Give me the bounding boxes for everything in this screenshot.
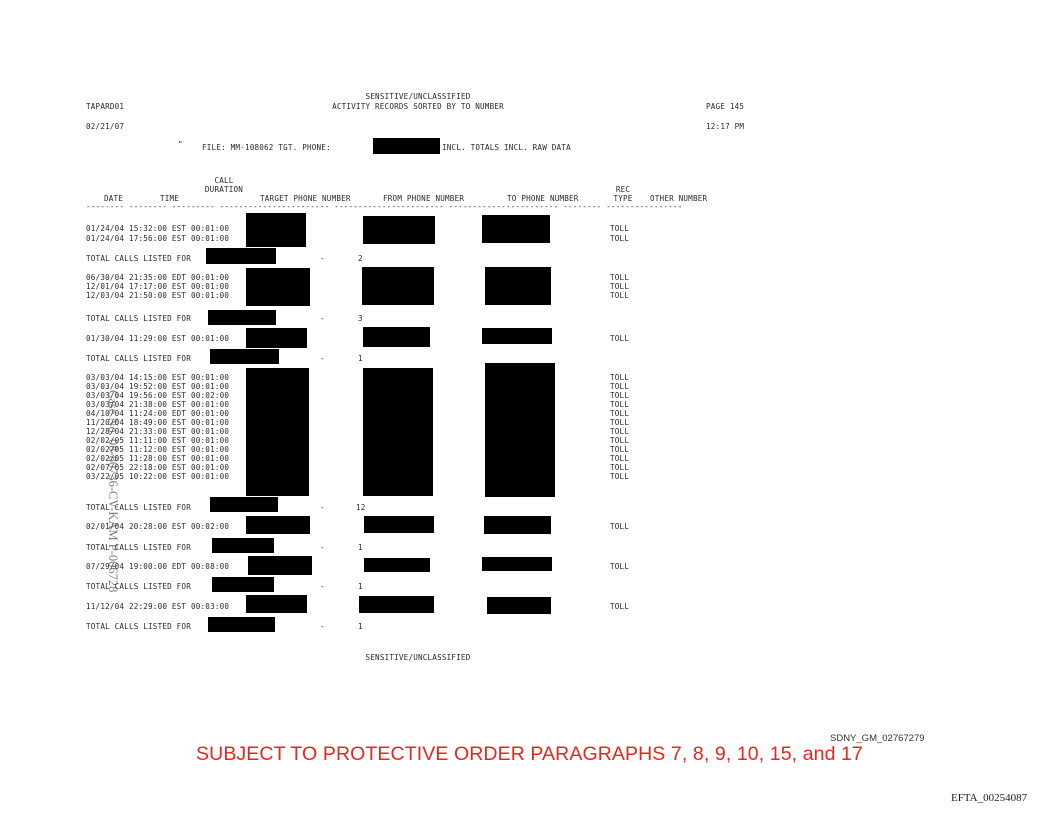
rec-type: TOLL [610,334,630,343]
total-count: 1 [358,543,363,552]
total-dash: - [320,354,325,363]
total-label: TOTAL CALLS LISTED FOR [86,543,191,552]
total-dash: - [320,622,325,631]
call-row: 03/22/05 10:22:00 EST 00:01:00 [86,472,230,481]
redaction-to [482,215,550,243]
redaction-to [485,267,551,305]
rec-type: TOLL [610,445,630,454]
redaction-target [246,368,309,496]
call-row: 03/03/04 19:56:00 EST 00:02:00 [86,391,230,400]
total-label: TOTAL CALLS LISTED FOR [86,582,191,591]
total-label: TOTAL CALLS LISTED FOR [86,503,191,512]
total-dash: - [320,503,325,512]
redaction-from [364,558,430,572]
redaction-from [359,596,434,613]
call-row: 11/12/04 22:29:00 EST 00:03:00 [86,602,230,611]
total-count: 12 [356,503,366,512]
redaction-total [210,349,279,364]
total-dash: - [320,543,325,552]
redaction-to [485,363,555,497]
report-date: 02/21/07 [86,122,125,131]
redaction-from [363,327,430,347]
total-dash: - [320,314,325,323]
page-number: PAGE 145 [706,102,745,111]
total-label: TOTAL CALLS LISTED FOR [86,354,191,363]
total-count: 1 [358,582,363,591]
rec-type: TOLL [610,472,630,481]
total-label: TOTAL CALLS LISTED FOR [86,314,191,323]
rec-type: TOLL [610,409,630,418]
call-row: 07/29/04 19:00:00 EDT 00:08:00 [86,562,230,571]
total-dash: - [320,582,325,591]
rec-type: TOLL [610,373,630,382]
call-row: 02/02/05 11:12:00 EST 00:01:00 [86,445,230,454]
col-target: TARGET PHONE NUMBER [260,194,351,203]
rec-type: TOLL [610,273,630,282]
rec-type: TOLL [610,291,630,300]
call-row: 01/30/04 11:29:00 EST 00:01:00 [86,334,230,343]
report-id: TAPARD01 [86,102,125,111]
col-type: TYPE [613,194,633,203]
rec-type: TOLL [610,418,630,427]
file-line-prefix: FILE: MM-108062 TGT. PHONE: [202,143,331,152]
call-row: 04/10/04 11:24:00 EDT 00:01:00 [86,409,230,418]
rec-type: TOLL [610,602,630,611]
redaction-to [482,328,552,344]
header-dashes: -------- -------- --------- ----------------------- ----------------------- ----------------------- -------- ---------------- [86,202,683,211]
call-row: 11/20/04 18:49:00 EST 00:01:00 [86,418,230,427]
redaction-to [484,516,551,534]
bates-stamp [98,390,128,690]
col-from: FROM PHONE NUMBER [383,194,465,203]
redaction-total [212,538,274,553]
file-line-suffix: INCL. TOTALS INCL. RAW DATA [442,143,571,152]
header-classification: SENSITIVE/UNCLASSIFIED [365,92,471,101]
redaction-target [246,328,307,348]
rec-type: TOLL [610,400,630,409]
col-rec: REC [615,185,631,194]
call-row: 02/02/05 11:11:00 EST 00:01:00 [86,436,230,445]
redaction-total [210,497,278,512]
total-dash: - [320,254,325,263]
rec-type: TOLL [610,282,630,291]
col-call: CALL [214,176,234,185]
rec-type: TOLL [610,522,630,531]
redaction-from [363,368,433,496]
rec-type: TOLL [610,234,630,243]
rec-type: TOLL [610,436,630,445]
col-date: DATE [104,194,124,203]
rec-type: TOLL [610,391,630,400]
redaction-target [246,213,306,247]
redaction-total [206,248,276,264]
total-count: 3 [358,314,363,323]
call-row: 01/24/04 17:56:00 EST 00:01:00 [86,234,230,243]
call-row: 02/07/05 22:18:00 EST 00:01:00 [86,463,230,472]
redaction-target [248,556,312,575]
redaction-target [246,516,310,534]
call-row: 03/03/04 19:52:00 EST 00:01:00 [86,382,230,391]
report-title: ACTIVITY RECORDS SORTED BY TO NUMBER [332,102,504,111]
redaction-target [246,595,307,613]
redaction-to [482,557,552,571]
redaction-total [212,577,274,592]
call-row: 01/24/04 15:32:00 EST 00:01:00 [86,224,230,233]
rec-type: TOLL [610,224,630,233]
redaction-from [362,267,434,305]
call-row: 12/28/04 21:33:00 EST 00:01:00 [86,427,230,436]
col-other: OTHER NUMBER [650,194,708,203]
rec-type: TOLL [610,562,630,571]
call-row: 02/02/05 11:28:00 EST 00:01:00 [86,454,230,463]
call-row: 12/01/04 17:17:00 EST 00:01:00 [86,282,230,291]
redaction-total [208,310,276,325]
col-duration: DURATION [204,185,244,194]
rec-type: TOLL [610,427,630,436]
efta-number: EFTA_00254087 [951,792,1028,804]
total-label: TOTAL CALLS LISTED FOR [86,622,191,631]
bates-stamp-text: Case No. 08-80736-CV-KAM P-006728 [106,390,120,593]
call-row: 03/03/04 14:15:00 EST 00:01:00 [86,373,230,382]
sdny-number: SDNY_GM_02767279 [830,733,925,744]
call-row: 03/03/04 21:38:00 EST 00:01:00 [86,400,230,409]
call-row: 12/03/04 21:50:00 EST 00:01:00 [86,291,230,300]
rec-type: TOLL [610,463,630,472]
total-count: 1 [358,354,363,363]
tick-mark: " [178,140,183,149]
redaction-target-phone [373,138,440,154]
total-count: 1 [358,622,363,631]
rec-type: TOLL [610,454,630,463]
redaction-total [208,617,275,632]
redaction-target [246,268,310,306]
call-row: 06/30/04 21:35:00 EDT 00:01:00 [86,273,230,282]
rec-type: TOLL [610,382,630,391]
col-to: TO PHONE NUMBER [507,194,579,203]
col-time: TIME [160,194,180,203]
redaction-from [363,216,435,244]
protective-order-notice: SUBJECT TO PROTECTIVE ORDER PARAGRAPHS 7, 8, 9, 10, 15, and 17 [196,743,863,765]
footer-classification: SENSITIVE/UNCLASSIFIED [365,653,471,662]
call-row: 02/01/04 20:28:00 EST 00:02:00 [86,522,230,531]
report-time: 12:17 PM [706,122,745,131]
total-label: TOTAL CALLS LISTED FOR [86,254,191,263]
redaction-to [487,597,551,614]
total-count: 2 [358,254,363,263]
redaction-from [364,516,434,533]
